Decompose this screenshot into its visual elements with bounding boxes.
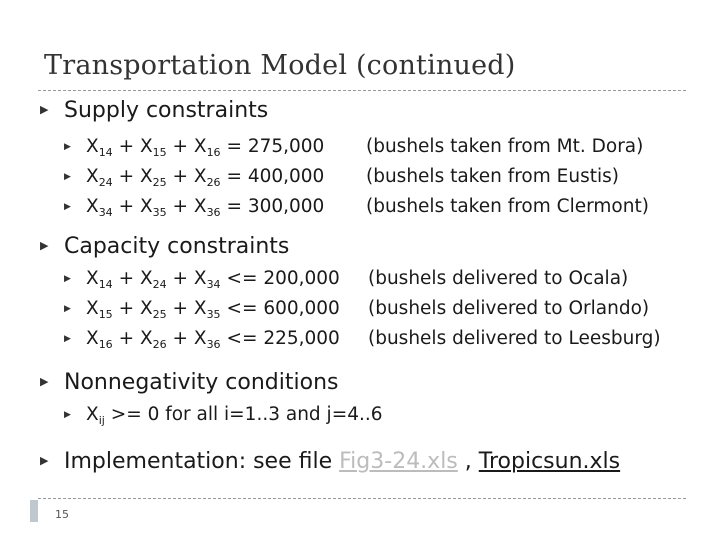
bullet-arrow-icon: ▶ xyxy=(64,304,71,314)
section-heading: Supply constraints xyxy=(64,98,269,123)
title-divider xyxy=(38,90,686,91)
bullet-arrow-icon: ▶ xyxy=(64,410,71,420)
section-nonnegativity-conditions xyxy=(40,370,338,395)
bullet-arrow-icon: ▶ xyxy=(40,375,49,388)
list-item xyxy=(64,298,650,321)
section-heading: Capacity constraints xyxy=(64,234,290,259)
section-capacity-constraints xyxy=(40,234,289,259)
equation: $X_{ij} >= 0$ for all i=1..3 and j=4..6 xyxy=(86,404,383,427)
bullet-arrow-icon: ▶ xyxy=(64,142,71,152)
list-item xyxy=(64,404,383,425)
tropicsun-file-link[interactable]: Tropicsun.xls xyxy=(478,449,621,474)
equation: $X_{14} + X_{24} + X_{34} <= 200,000$ xyxy=(86,268,340,291)
list-item xyxy=(64,268,629,291)
page-number: 15 xyxy=(55,508,69,521)
list-item xyxy=(64,328,661,351)
constraint-note: (bushels delivered to Ocala) xyxy=(368,268,629,289)
constraint-note: (bushels taken from Eustis) xyxy=(366,166,619,187)
constraint-note: (bushels taken from Clermont) xyxy=(366,196,649,217)
constraint-note: (bushels delivered to Leesburg) xyxy=(368,328,661,349)
equation: $X_{34} + X_{35} + X_{36} = 300,000$ xyxy=(86,196,325,219)
section-heading: Nonnegativity conditions xyxy=(64,370,339,395)
bullet-arrow-icon: ▶ xyxy=(64,202,71,212)
bullet-arrow-icon: ▶ xyxy=(40,454,49,467)
bullet-arrow-icon: ▶ xyxy=(40,239,49,252)
list-item xyxy=(64,136,644,159)
equation: $X_{16} + X_{26} + X_{36} <= 225,000$ xyxy=(86,328,340,351)
bullet-arrow-icon: ▶ xyxy=(64,274,71,284)
list-item xyxy=(64,196,649,219)
link-separator: , xyxy=(457,449,479,474)
equation: $X_{24} + X_{25} + X_{26} = 400,000$ xyxy=(86,166,325,189)
constraint-note: (bushels taken from Mt. Dora) xyxy=(366,136,644,157)
slide-title: Transportation Model (continued) xyxy=(44,50,516,81)
fig3-24-file-link[interactable]: Fig3-24.xls xyxy=(339,449,458,474)
bullet-arrow-icon: ▶ xyxy=(64,172,71,182)
list-item xyxy=(64,166,619,189)
constraint-note: (bushels delivered to Orlando) xyxy=(368,298,650,319)
implementation-label: Implementation: see file xyxy=(64,449,340,474)
equation: $X_{14} + X_{15} + X_{16} = 275,000$ xyxy=(86,136,325,159)
implementation-line xyxy=(40,449,620,474)
footer-divider xyxy=(38,498,686,499)
equation: $X_{15} + X_{25} + X_{35} <= 600,000$ xyxy=(86,298,340,321)
bullet-arrow-icon: ▶ xyxy=(40,103,49,116)
section-supply-constraints xyxy=(40,98,268,123)
bullet-arrow-icon: ▶ xyxy=(64,334,71,344)
footer-marker xyxy=(30,500,38,522)
